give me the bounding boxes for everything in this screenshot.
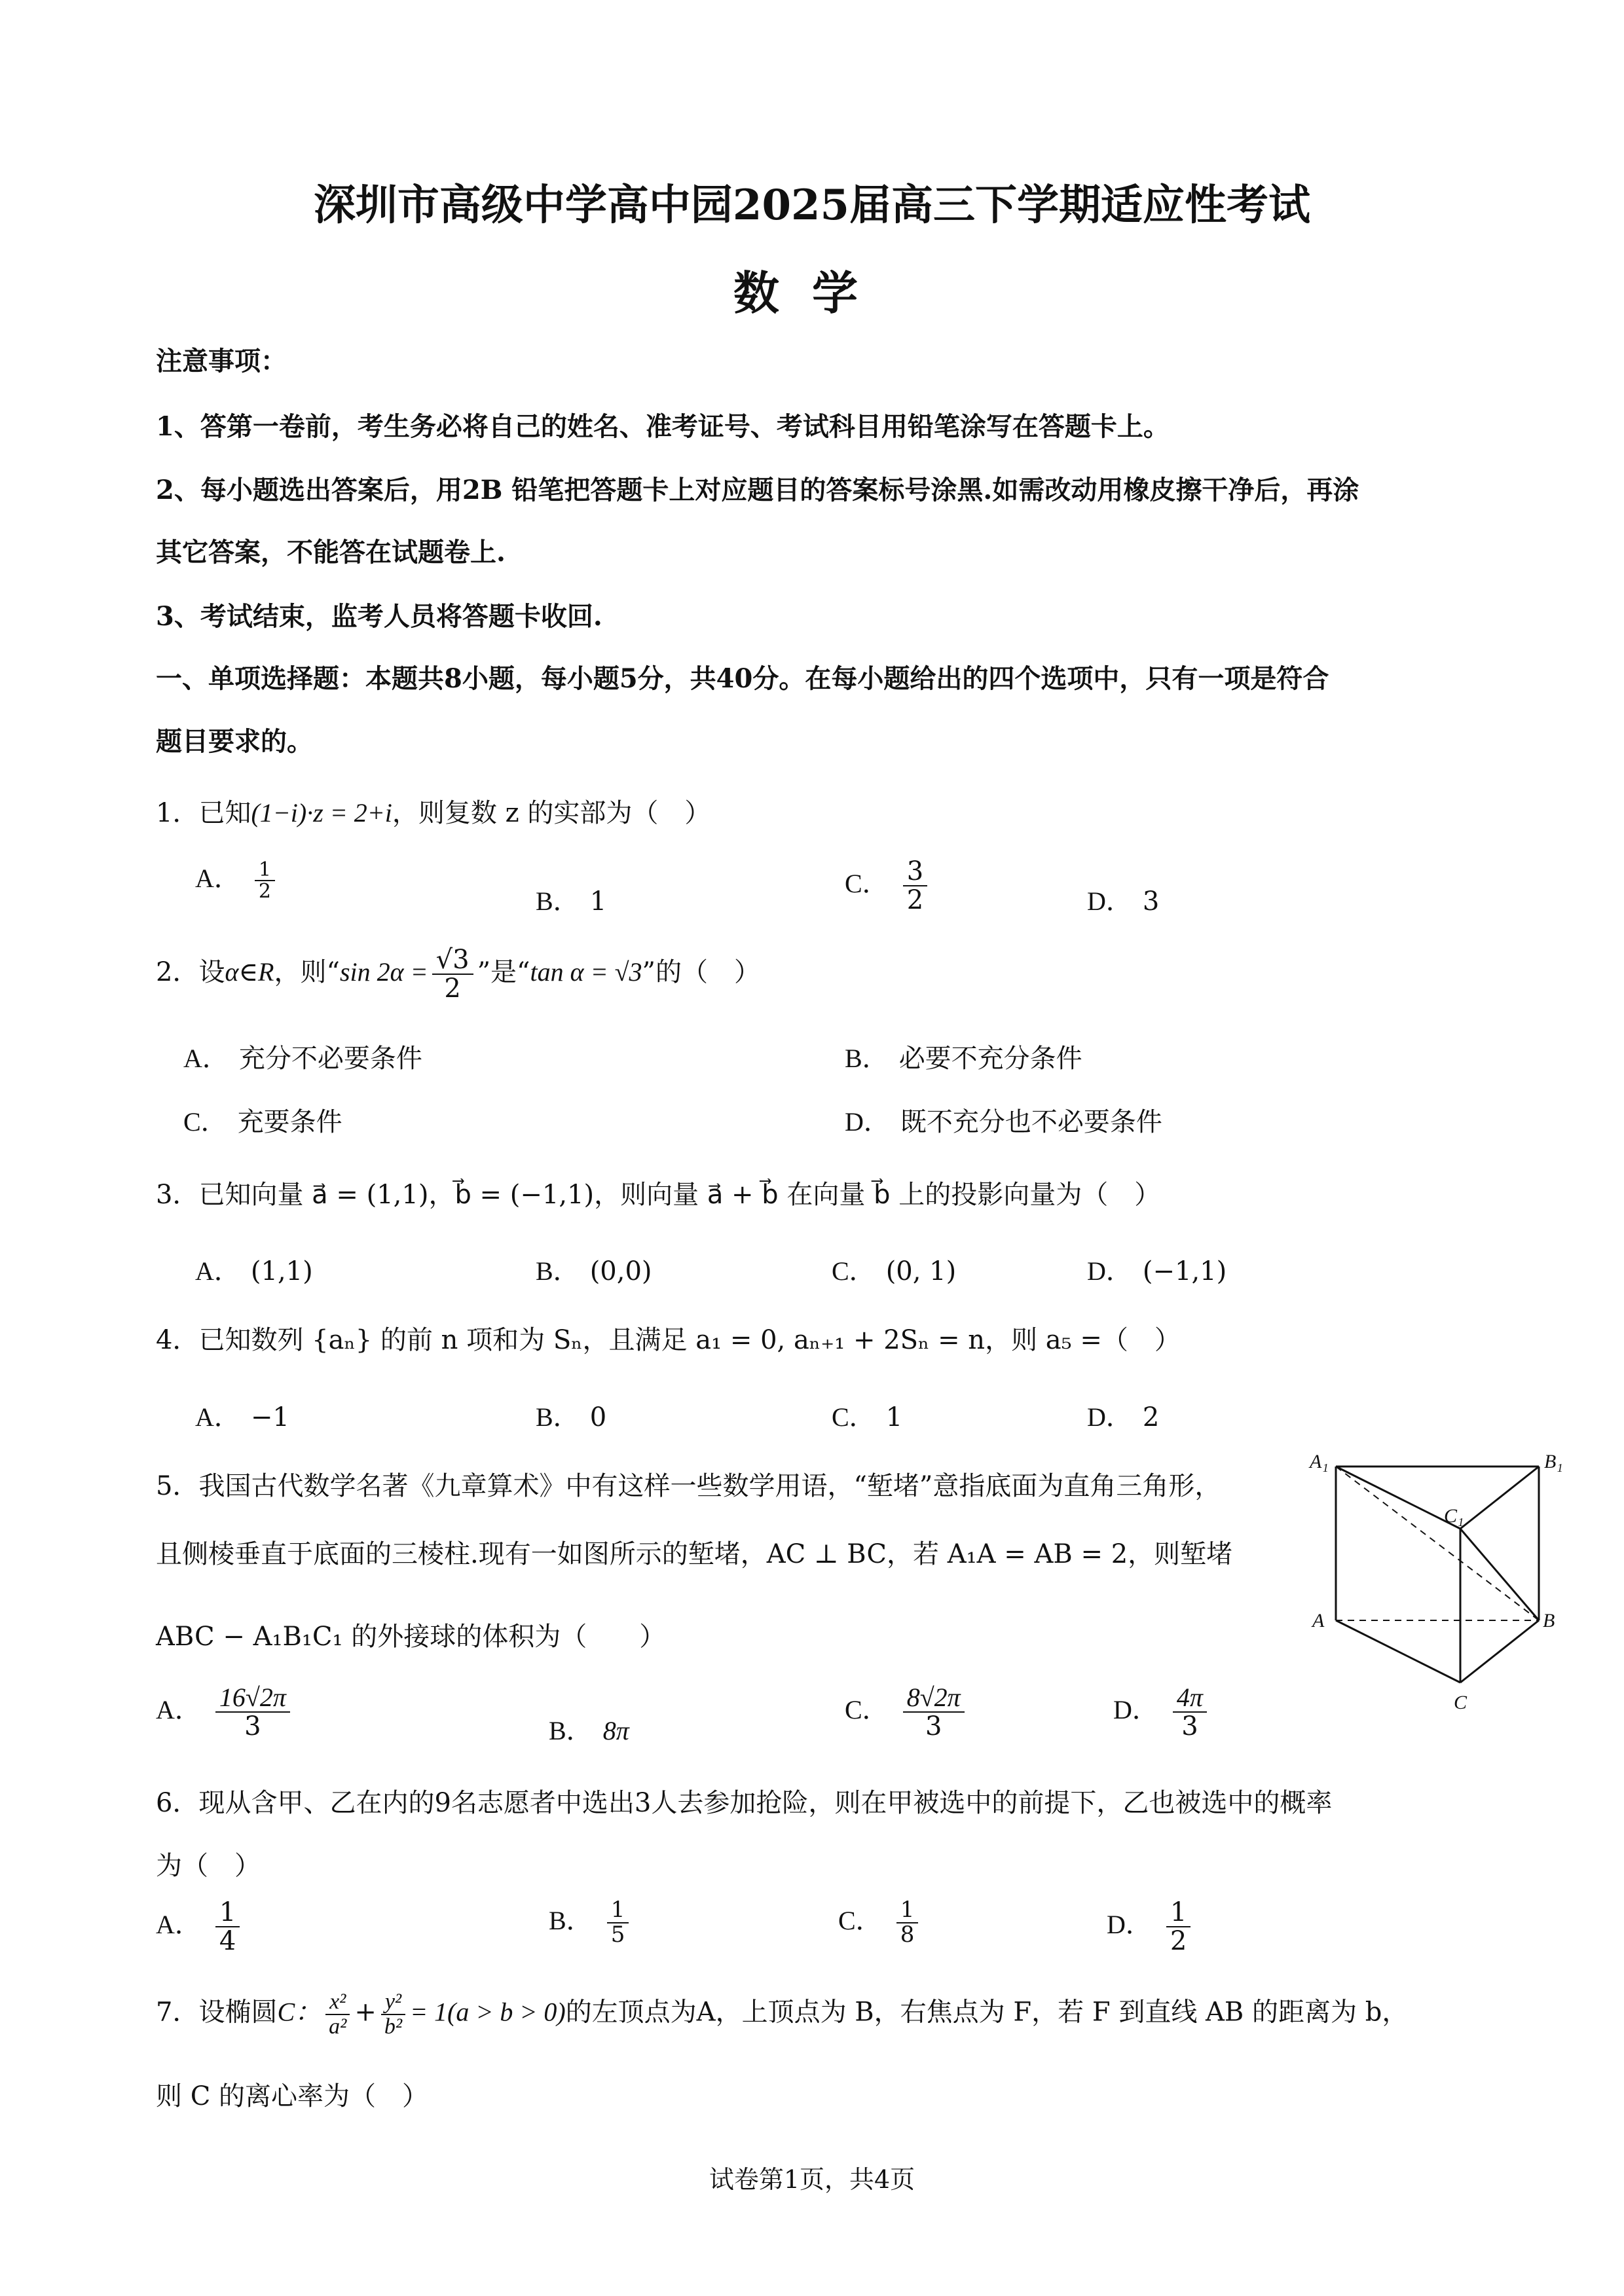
question-6-option-c: C． $\frac{1}{8}$ — [838, 1899, 922, 1946]
question-5-line-3: ABC − A₁B₁C₁ 的外接球的体积为（ ） — [156, 1622, 666, 1652]
question-6-line-2: 为（ ） — [156, 1851, 261, 1881]
label-a1: A₁ — [1310, 1453, 1329, 1472]
question-1-option-b: B． 1 — [536, 886, 607, 917]
question-6-option-b: B． $\frac{1}{5}$ — [549, 1899, 633, 1946]
edge-a-c — [1336, 1620, 1460, 1683]
label-a: A — [1312, 1610, 1325, 1631]
question-4: 4．已知数列 {aₙ} 的前 n 项和为 Sₙ，且满足 a₁ = 0, aₙ₊₁ + 2Sₙ = n，则 a₅ =（ ） — [156, 1325, 1181, 1355]
question-4-option-b: B． 0 — [536, 1402, 607, 1432]
question-5-line-1: 5．我国古代数学名著《九章算术》中有这样一些数学用语，“堑堵”意指底面为直角三角形， — [156, 1471, 1221, 1501]
question-5-option-a: A． $\frac{16√2\pi}{3}$ — [156, 1684, 294, 1740]
exam-title: 深圳市高级中学高中园2025届高三下学期适应性考试 — [313, 181, 1311, 230]
question-6-line-1: 6．现从含甲、乙在内的9名志愿者中选出3人去参加抢险，则在甲被选中的前提下，乙也被选中的概率 — [156, 1788, 1333, 1818]
question-2-option-c: C． 充要条件 — [183, 1107, 342, 1137]
question-3: 3．已知向量 a⃗ = (1,1)，b⃗ = (−1,1)，则向量 a⃗ + b⃗ 在向量 b⃗ 上的投影向量为（ ） — [156, 1180, 1161, 1210]
question-5-line-2: 且侧棱垂直于底面的三棱柱.现有一如图所示的堑堵，AC ⊥ BC，若 A₁A = AB = 2，则堑堵 — [156, 1539, 1233, 1569]
question-3-option-d: D． (−1,1) — [1087, 1256, 1227, 1286]
label-c1: C₁ — [1444, 1505, 1464, 1527]
question-1-option-a: A． $\frac{1}{2}$ — [195, 858, 279, 902]
edge-c-b — [1460, 1620, 1539, 1683]
question-1: 1．已知(1−i)·z = 2+i，则复数 z 的实部为（ ） — [156, 798, 711, 828]
notice-item-2-line-2: 其它答案，不能答在试题卷上. — [156, 537, 506, 568]
question-2: 2．设α∈R，则“sin 2α = $\frac{√3}{2}$ ”是“tan α = √3”的（ ） — [156, 945, 760, 1004]
section-1-instruction-line-1: 一、单项选择题：本题共8小题，每小题5分，共40分。在每小题给出的四个选项中，只有一项是符合 — [156, 663, 1329, 694]
label-b1: B₁ — [1544, 1453, 1563, 1472]
label-c: C — [1454, 1692, 1467, 1713]
question-4-option-c: C． 1 — [832, 1402, 903, 1432]
question-1-option-c: C． $\frac{3}{2}$ — [845, 858, 931, 914]
question-6-option-a: A． $\frac{1}{4}$ — [156, 1899, 244, 1955]
question-3-option-b: B． (0,0) — [536, 1256, 652, 1286]
question-3-option-a: A． (1,1) — [195, 1256, 313, 1286]
notice-item-2-line-1: 2、每小题选出答案后，用2B 铅笔把答题卡上对应题目的答案标号涂黑.如需改动用橡皮擦干净后，再涂 — [156, 475, 1359, 505]
label-b: B — [1543, 1610, 1555, 1631]
question-2-option-d: D． 既不充分也不必要条件 — [845, 1107, 1162, 1137]
question-5-option-d: D． $\frac{4\pi}{3}$ — [1113, 1684, 1211, 1740]
question-5-option-b: B． 8π — [549, 1716, 629, 1745]
question-2-option-b: B． 必要不充分条件 — [845, 1044, 1082, 1074]
question-3-option-c: C． (0, 1) — [832, 1256, 957, 1286]
question-4-option-d: D． 2 — [1087, 1402, 1160, 1432]
notice-item-1: 1、答第一卷前，考生务必将自己的姓名、准考证号、考试科目用铅笔涂写在答题卡上。 — [156, 411, 1170, 442]
prism-figure — [1303, 1453, 1565, 1715]
subject-title: 数学 — [733, 266, 891, 320]
notice-heading: 注意事项： — [156, 346, 287, 376]
edge-c1-b — [1460, 1529, 1539, 1620]
question-6-option-d: D． $\frac{1}{2}$ — [1107, 1899, 1194, 1955]
question-5-option-c: C． $\frac{8√2\pi}{3}$ — [845, 1684, 969, 1740]
question-2-option-a: A． 充分不必要条件 — [183, 1044, 422, 1074]
section-1-instruction-line-2: 题目要求的。 — [156, 726, 313, 757]
edge-a1-c1 — [1336, 1467, 1460, 1529]
question-7-line-1: 7．设椭圆C： $\frac{\text{x²}}{\text{a²}}$ + $\frac{\text{y²}}{\text{b²}}$ = 1(a > b > 0)的左顶点为A，上顶点为 B，右焦点为 F，若 F 到直线 AB 的距离为 b， — [156, 1990, 1409, 2039]
page-footer: 试卷第1页，共4页 — [709, 2165, 915, 2194]
question-4-option-a: A． −1 — [195, 1402, 289, 1432]
notice-item-3: 3、考试结束，监考人员将答题卡收回. — [156, 601, 602, 632]
question-1-option-d: D． 3 — [1087, 886, 1160, 917]
edge-c1-b1 — [1460, 1467, 1539, 1529]
question-1-expression: (1−i)·z = 2+i — [251, 798, 392, 828]
question-7-line-2: 则 C 的离心率为（ ） — [156, 2081, 429, 2111]
